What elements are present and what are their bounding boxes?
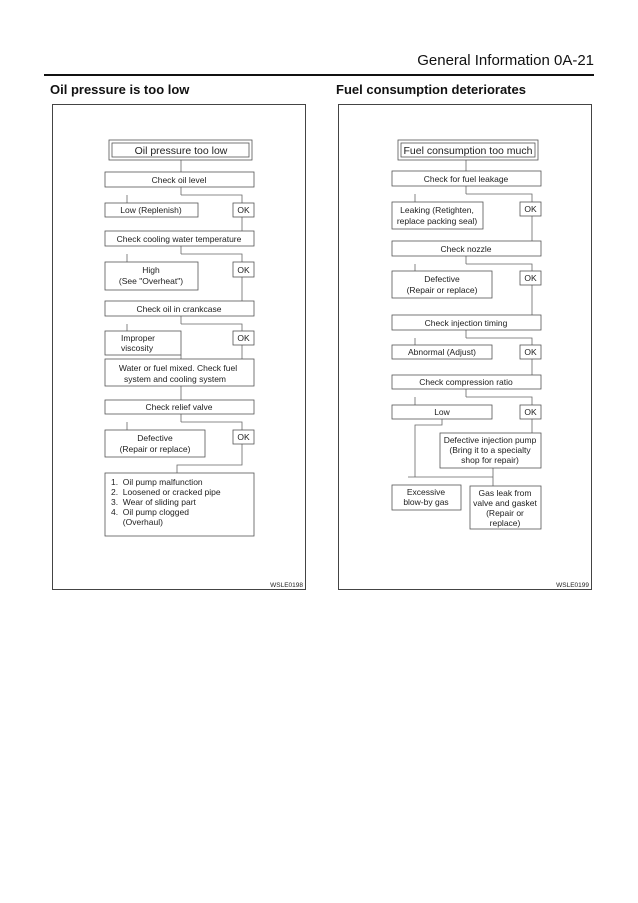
right-section-title: Fuel consumption deteriorates (336, 82, 526, 97)
cause-item: 2. Loosened or cracked pipe (111, 487, 221, 497)
check-crankcase-text: Check oil in crankcase (136, 304, 222, 314)
left-figure-code: WSLE0198 (270, 582, 303, 589)
improper-text-line2: viscosity (121, 343, 154, 353)
check-cooling-text: Check cooling water temperature (116, 234, 242, 244)
right-flowchart-panel (338, 104, 592, 590)
blowby-text-line2: blow-by gas (403, 497, 449, 507)
ok-text-3: OK (237, 333, 250, 343)
cause-item: 3. Wear of sliding part (111, 497, 196, 507)
check-leakage-text: Check for fuel leakage (423, 174, 509, 184)
pump-text-line2: (Bring it to a specialty (449, 445, 531, 455)
ok-text-4: OK (237, 432, 250, 442)
water-fuel-text-line2: system and cooling system (123, 374, 227, 384)
high-text-line1: High (142, 265, 160, 275)
low-replenish-text: Low (Replenish) (120, 205, 182, 215)
check-oil-level-text: Check oil level (151, 175, 207, 185)
improper-text-line1: Improper (121, 333, 156, 343)
check-timing-text: Check injection timing (424, 318, 508, 328)
right-figure-code: WSLE0199 (556, 582, 589, 589)
abnormal-text: Abnormal (Adjust) (407, 347, 477, 357)
check-compression-text: Check compression ratio (419, 377, 513, 387)
page-header: General Information 0A-21 (417, 52, 594, 69)
blowby-text-line1: Excessive (406, 487, 446, 497)
defective-text-line1: Defective (137, 433, 173, 443)
gasleak-text-line3: (Repair or (486, 508, 524, 518)
leaking-text-line1: Leaking (Retighten, (400, 205, 474, 215)
cause-item: 1. Oil pump malfunction (111, 477, 203, 487)
low-text: Low (434, 407, 450, 417)
leaking-text-line2: replace packing seal) (396, 216, 478, 226)
right-defective-text-line2: (Repair or replace) (406, 285, 478, 295)
right-defective-text-line1: Defective (424, 274, 460, 284)
ok-text-1: OK (237, 205, 250, 215)
check-relief-text: Check relief valve (145, 402, 213, 412)
pump-text-line3: shop for repair) (461, 455, 519, 465)
defective-text-line2: (Repair or replace) (119, 444, 191, 454)
pump-text-line1: Defective injection pump (443, 435, 537, 445)
left-flowchart (53, 105, 307, 591)
right-title-text: Fuel consumption too much (403, 145, 533, 157)
high-text-line2: (See "Overheat") (118, 276, 184, 286)
cause-item: 4. Oil pump clogged (111, 507, 189, 517)
gasleak-text-line4: replace) (489, 518, 521, 528)
right-ok-text-4: OK (524, 407, 537, 417)
left-title-text: Oil pressure too low (134, 145, 228, 157)
right-ok-text-1: OK (524, 204, 537, 214)
water-fuel-text-line1: Water or fuel mixed. Check fuel (118, 363, 238, 373)
right-ok-text-2: OK (524, 273, 537, 283)
check-nozzle-text: Check nozzle (440, 244, 492, 254)
left-section-title: Oil pressure is too low (50, 82, 190, 97)
gasleak-text-line1: Gas leak from (478, 488, 532, 498)
header-rule (44, 74, 594, 76)
ok-text-2: OK (237, 265, 250, 275)
gasleak-text-line2: valve and gasket (473, 498, 537, 508)
left-flowchart-panel (52, 104, 306, 590)
right-flowchart (339, 105, 593, 591)
cause-item: (Overhaul) (111, 517, 163, 527)
right-ok-text-3: OK (524, 347, 537, 357)
